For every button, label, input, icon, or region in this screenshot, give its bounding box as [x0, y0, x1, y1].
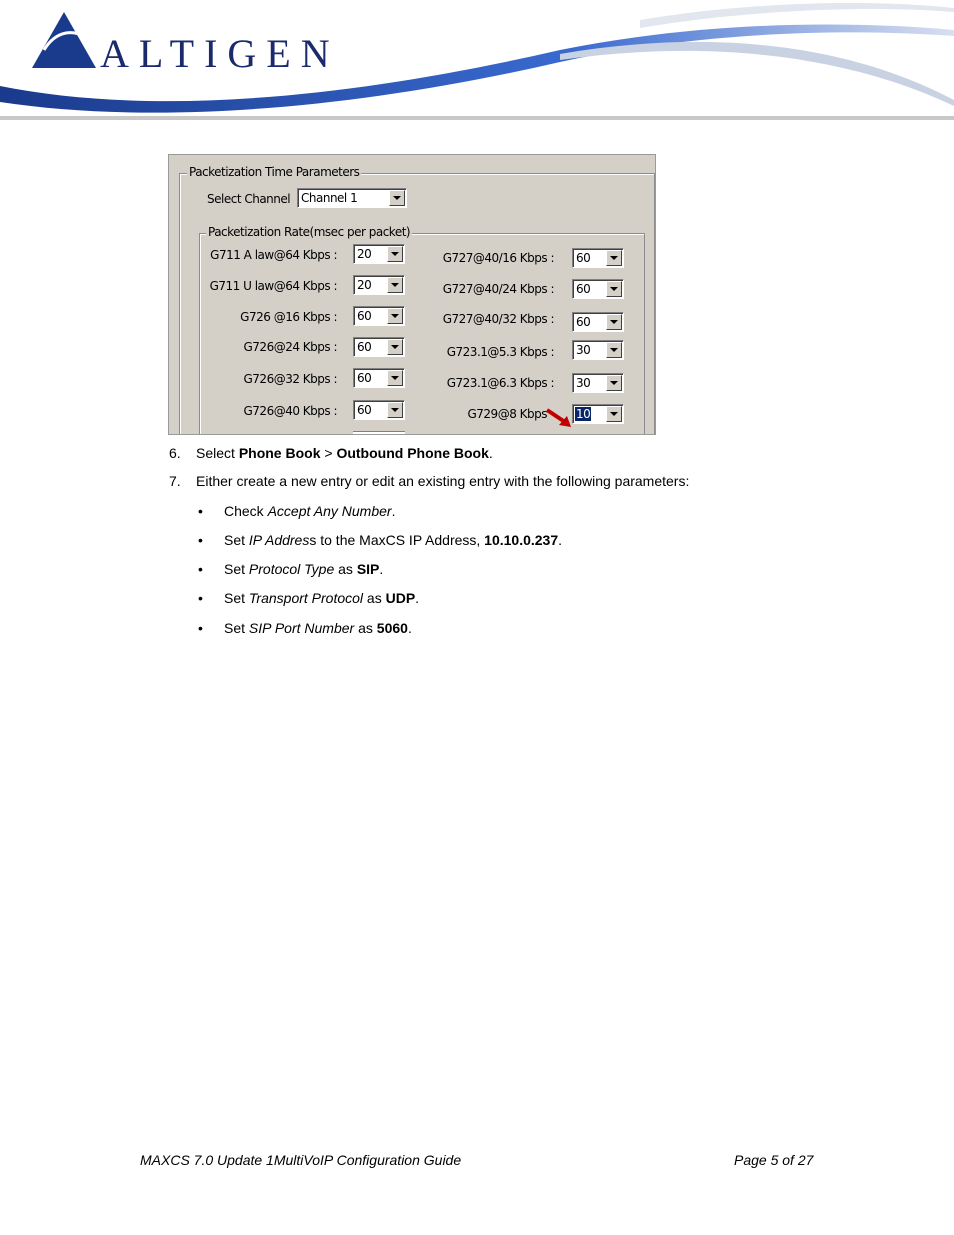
rate-value: 60 [357, 403, 372, 417]
bullet-text: Check [224, 503, 268, 519]
bullet-dot: • [198, 620, 203, 636]
bullet-text: . [415, 590, 420, 606]
rate-value: 20 [357, 278, 372, 292]
step-number: 7. [169, 473, 181, 489]
chevron-down-icon[interactable] [387, 308, 403, 324]
rate-label: G726@32 Kbps : [243, 372, 337, 386]
select-channel-value: Channel 1 [301, 191, 358, 205]
step-text-part: . [488, 445, 493, 461]
chevron-down-icon[interactable] [606, 314, 622, 330]
rate-label: G726@24 Kbps : [243, 340, 337, 354]
bullet-dot: • [198, 561, 203, 577]
step-text-part: > [320, 445, 337, 461]
rate-value: 60 [357, 340, 372, 354]
header-divider [0, 116, 954, 120]
bullet-text: as [363, 590, 386, 606]
bullet-text: . [391, 503, 396, 519]
bullet-field-name: Accept Any Number [267, 503, 392, 519]
chevron-down-icon[interactable] [387, 339, 403, 355]
rate-value: 10 [576, 407, 591, 421]
bullet-value: 10.10.0.237 [484, 532, 559, 548]
bullet-text: Set [224, 620, 249, 636]
rate-dropdown[interactable] [572, 248, 624, 268]
bullet-text: as [354, 620, 377, 636]
bullet-text: . [407, 620, 412, 636]
rate-label: G727@40/32 Kbps : [442, 312, 554, 326]
step-text [196, 445, 493, 461]
chevron-down-icon[interactable] [606, 342, 622, 358]
rate-value: 60 [357, 371, 372, 385]
bullet-text: . [558, 532, 563, 548]
bullet-dot: • [198, 503, 203, 519]
bullet-field-name: Transport Protocol [248, 590, 364, 606]
bullet-text: Set [224, 590, 249, 606]
packetization-time-title: Packetization Time Parameters [189, 165, 360, 179]
rate-label: G726@40 Kbps : [243, 404, 337, 418]
rate-label: G729@8 Kbps [467, 407, 547, 421]
bullet-text: Set [224, 532, 249, 548]
rate-value: 30 [576, 376, 591, 390]
rate-label: G726 @16 Kbps : [240, 310, 337, 324]
chevron-down-icon[interactable] [606, 375, 622, 391]
rate-value: 60 [576, 282, 591, 296]
rate-dropdown[interactable] [572, 373, 624, 393]
chevron-down-icon[interactable] [606, 281, 622, 297]
rate-dropdown[interactable] [572, 312, 624, 332]
rate-value: 60 [357, 309, 372, 323]
partial-dropdown-edge [353, 431, 405, 435]
select-channel-dropdown[interactable] [297, 188, 407, 208]
bullet-value: SIP [356, 561, 380, 577]
bullet-field-name: Protocol Type [248, 561, 335, 577]
bullet-text: as [334, 561, 357, 577]
bullet-field-name: SIP Port Number [248, 620, 355, 636]
rate-label: G723.1@5.3 Kbps : [446, 345, 554, 359]
bullet-item [224, 590, 419, 606]
chevron-down-icon[interactable] [387, 277, 403, 293]
chevron-down-icon[interactable] [387, 246, 403, 262]
bullet-item [224, 503, 395, 519]
step-text-part: Select [196, 445, 239, 461]
rate-dropdown[interactable] [572, 279, 624, 299]
chevron-down-icon[interactable] [606, 406, 622, 422]
chevron-down-icon[interactable] [387, 370, 403, 386]
rate-label: G711 A law@64 Kbps : [210, 248, 337, 262]
rate-dropdown[interactable] [353, 337, 405, 357]
bullet-field-name: IP Addres [248, 532, 310, 548]
rate-dropdown[interactable] [353, 368, 405, 388]
altigen-logo-text: ALTIGEN [100, 31, 340, 76]
rate-label: G711 U law@64 Kbps : [209, 279, 337, 293]
rate-dropdown[interactable] [572, 340, 624, 360]
bullet-text: s to the MaxCS IP Address, [309, 532, 485, 548]
bullet-dot: • [198, 532, 203, 548]
rate-label: G727@40/24 Kbps : [442, 282, 554, 296]
g729-rate-dropdown[interactable] [572, 404, 624, 424]
altigen-logo-icon [30, 10, 100, 70]
menu-outbound-phone-book: Outbound Phone Book [336, 445, 489, 461]
chevron-down-icon[interactable] [606, 250, 622, 266]
red-arrow-icon [545, 407, 573, 429]
rate-dropdown[interactable] [353, 400, 405, 420]
footer-page-number: Page 5 of 27 [734, 1152, 814, 1168]
bullet-item [224, 620, 412, 636]
rate-value: 30 [576, 343, 591, 357]
page-header [0, 0, 954, 122]
menu-phone-book: Phone Book [238, 445, 321, 461]
footer-document-title: MAXCS 7.0 Update 1MultiVoIP Configuration Guide [140, 1152, 462, 1168]
rate-dropdown[interactable] [353, 275, 405, 295]
rate-label: G727@40/16 Kbps : [442, 251, 554, 265]
bullet-dot: • [198, 590, 203, 606]
step-number: 6. [169, 445, 181, 461]
bullet-text: Set [224, 561, 249, 577]
packetization-rate-title: Packetization Rate(msec per packet) [208, 225, 411, 239]
bullet-value: UDP [385, 590, 416, 606]
chevron-down-icon[interactable] [389, 190, 405, 206]
select-channel-label: Select Channel [207, 192, 291, 206]
rate-value: 60 [576, 315, 591, 329]
rate-label: G723.1@6.3 Kbps : [446, 376, 554, 390]
rate-dropdown[interactable] [353, 244, 405, 264]
step-text: Either create a new entry or edit an existing entry with the following parameters: [196, 473, 690, 489]
bullet-item [224, 561, 383, 577]
chevron-down-icon[interactable] [387, 402, 403, 418]
bullet-item [224, 532, 562, 548]
bullet-text: . [379, 561, 384, 577]
rate-dropdown[interactable] [353, 306, 405, 326]
rate-value: 20 [357, 247, 372, 261]
packetization-dialog [168, 154, 656, 435]
rate-value: 60 [576, 251, 591, 265]
bullet-value: 5060 [376, 620, 408, 636]
